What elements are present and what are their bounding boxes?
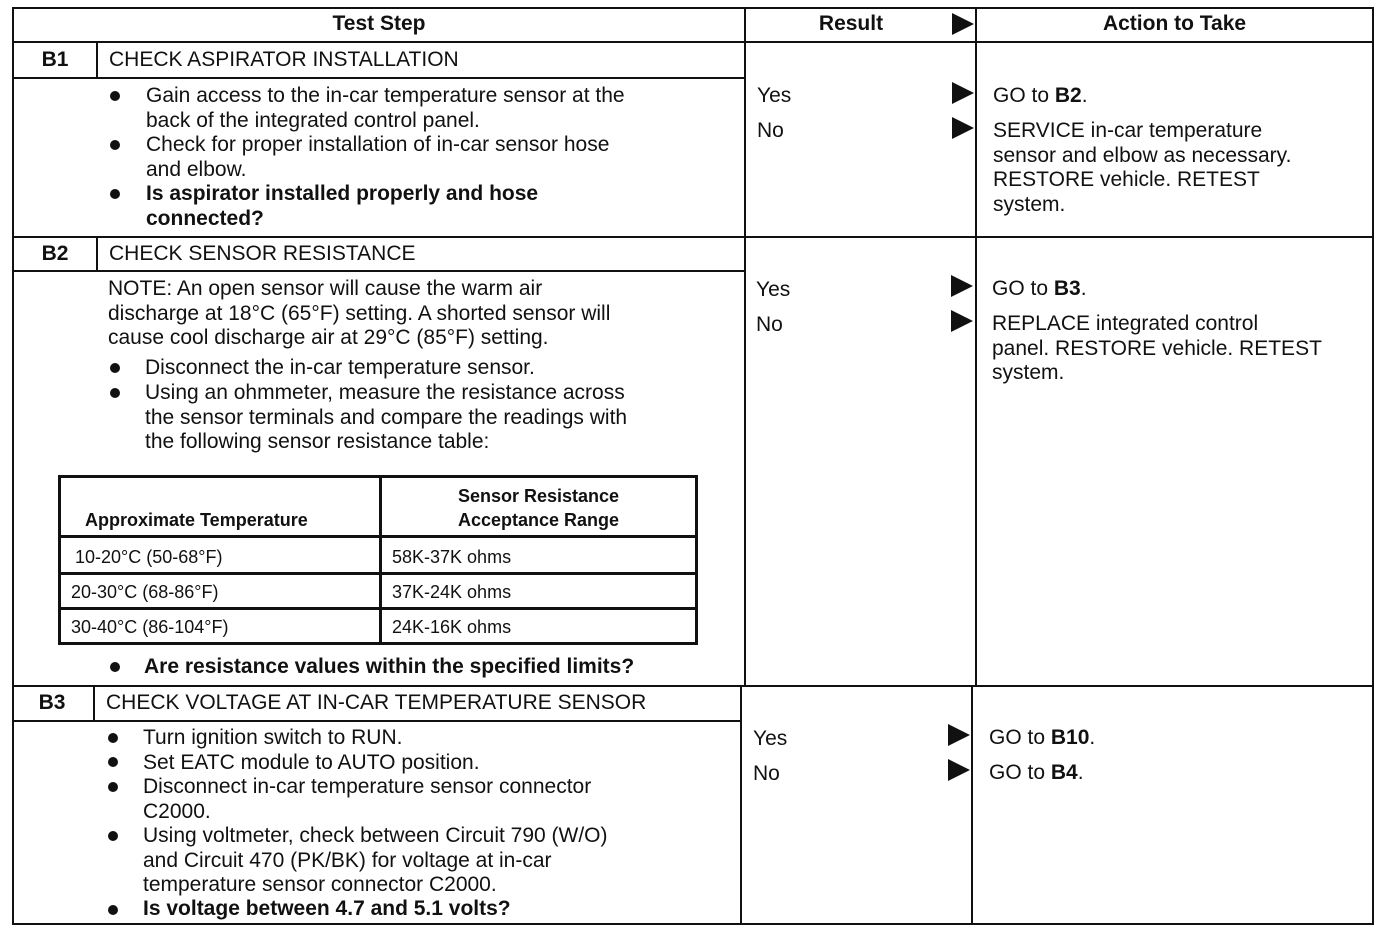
action-col-left-lower	[971, 686, 973, 924]
b1-result-no: No	[757, 119, 784, 142]
b2-note-line-1: NOTE: An open sensor will cause the warm air	[108, 277, 543, 300]
resistance-row-3-range: 24K-16K ohms	[392, 617, 512, 637]
resistance-row-1-temp: 10-20°C (50-68°F)	[75, 547, 223, 567]
header-test-step: Test Step	[332, 12, 426, 35]
resistance-table-header-divider	[61, 535, 695, 538]
b2-action-no-line-1: REPLACE integrated control	[992, 312, 1259, 335]
b2-note-line-2: discharge at 18°C (65°F) setting. A shorted sensor will	[108, 301, 611, 325]
b1-action-no-line-3: RESTORE vehicle. RETEST	[993, 168, 1260, 191]
table-border-left	[12, 7, 14, 925]
bullet-icon	[110, 91, 120, 101]
header-result: Result	[818, 12, 884, 35]
resistance-table-header-range-line-1: Sensor Resistance	[457, 486, 620, 506]
bullet-icon	[110, 662, 120, 672]
arrow-right-icon	[952, 82, 974, 104]
b2-id-divider	[96, 237, 98, 271]
step-title-b3: CHECK VOLTAGE AT IN-CAR TEMPERATURE SENSOR	[106, 691, 647, 714]
bullet-icon	[108, 757, 118, 767]
b1-bullet-1-line-1: Gain access to the in-car temperature sensor at the	[146, 84, 625, 107]
b2-bullet-1-line-1: Disconnect the in-car temperature sensor.	[145, 356, 535, 379]
b2-bullet-2-line-2: the sensor terminals and compare the readings with	[145, 405, 628, 429]
b1-bullet-2-line-1: Check for proper installation of in-car sensor hose	[146, 133, 610, 156]
bullet-icon	[110, 363, 120, 373]
b1-action-yes: GO to B2.	[993, 84, 1088, 107]
bullet-icon	[108, 782, 118, 792]
table-border-bottom	[12, 923, 1374, 925]
b1-id-divider	[96, 42, 98, 78]
b3-id-divider	[93, 686, 95, 721]
header-divider	[12, 41, 1374, 43]
b3-action-yes: GO to B10.	[989, 726, 1096, 749]
b3-bullet-2-line-1: Set EATC module to AUTO position.	[143, 750, 480, 774]
header-arrow-icon	[952, 13, 974, 35]
b1-bullet-2-line-2: and elbow.	[146, 157, 247, 181]
step-title-b1: CHECK ASPIRATOR INSTALLATION	[109, 48, 459, 71]
b2-bullet-2-line-1: Using an ohmmeter, measure the resistance across	[145, 381, 625, 404]
b3-bullet-3-line-1: Disconnect in-car temperature sensor connector	[143, 775, 592, 798]
b2-title-divider	[12, 270, 745, 272]
b1-action-no-line-2: sensor and elbow as necessary.	[993, 143, 1292, 167]
b3-action-no: GO to B4.	[989, 761, 1084, 784]
bullet-icon	[110, 140, 120, 150]
resistance-table-header-temperature: Approximate Temperature	[85, 510, 308, 530]
b3-bullet-3-line-2: C2000.	[143, 799, 211, 823]
b1-action-no-line-4: system.	[993, 192, 1066, 216]
b1-bullet-3-line-1: Is aspirator installed properly and hose	[146, 182, 539, 205]
resistance-table-header-range-line-2: Acceptance Range	[457, 510, 620, 530]
arrow-right-icon	[948, 724, 970, 746]
resistance-row-2-temp: 20-30°C (68-86°F)	[71, 582, 219, 602]
step-id-b1: B1	[41, 48, 69, 71]
step-id-b2: B2	[41, 242, 69, 265]
b2-action-no-line-2: panel. RESTORE vehicle. RETEST	[992, 336, 1322, 360]
resistance-table-row-divider	[61, 607, 695, 610]
row-divider-b2-b3	[12, 685, 1374, 687]
b2-result-no: No	[756, 313, 783, 336]
b2-action-no-line-3: system.	[992, 361, 1065, 384]
row-divider-b1-b2	[12, 236, 1374, 238]
resistance-table-row-divider	[61, 572, 695, 575]
step-id-b3: B3	[38, 691, 66, 714]
b3-question: Is voltage between 4.7 and 5.1 volts?	[143, 897, 511, 920]
b1-title-divider	[12, 77, 745, 79]
b2-bullet-2-line-3: the following sensor resistance table:	[145, 430, 490, 453]
arrow-right-icon	[952, 117, 974, 139]
bullet-icon	[108, 831, 118, 841]
arrow-right-icon	[948, 759, 970, 781]
result-col-left-upper	[744, 7, 746, 687]
b3-result-no: No	[753, 762, 780, 785]
b3-bullet-4-line-3: temperature sensor connector C2000.	[143, 873, 497, 896]
b1-result-yes: Yes	[757, 84, 792, 107]
b2-result-yes: Yes	[756, 278, 791, 301]
resistance-row-3-temp: 30-40°C (86-104°F)	[71, 617, 229, 637]
bullet-icon	[108, 905, 118, 915]
action-col-left-upper	[975, 7, 977, 687]
b3-bullet-4-line-1: Using voltmeter, check between Circuit 790 (W/O)	[143, 824, 608, 847]
b3-bullet-1-line-1: Turn ignition switch to RUN.	[143, 726, 403, 749]
b3-result-yes: Yes	[753, 727, 788, 750]
bullet-icon	[110, 388, 120, 398]
b1-action-no-line-1: SERVICE in-car temperature	[993, 119, 1263, 142]
resistance-row-1-range: 58K-37K ohms	[392, 547, 512, 567]
arrow-right-icon	[951, 275, 973, 297]
b1-bullet-3-line-2: connected?	[146, 206, 264, 230]
step-title-b2: CHECK SENSOR RESISTANCE	[109, 242, 416, 265]
b2-question: Are resistance values within the specified limits?	[144, 655, 635, 678]
arrow-right-icon	[951, 310, 973, 332]
header-action: Action to Take	[1102, 12, 1247, 35]
b2-note-line-3: cause cool discharge air at 29°C (85°F) setting.	[108, 326, 549, 349]
resistance-row-2-range: 37K-24K ohms	[392, 582, 512, 602]
b2-action-yes: GO to B3.	[992, 277, 1087, 300]
table-border-right	[1372, 7, 1374, 925]
b3-bullet-4-line-2: and Circuit 470 (PK/BK) for voltage at in-car	[143, 848, 552, 872]
sensor-resistance-table	[58, 475, 698, 645]
bullet-icon	[110, 189, 120, 199]
bullet-icon	[108, 733, 118, 743]
b1-bullet-1-line-2: back of the integrated control panel.	[146, 108, 480, 132]
b3-title-divider	[12, 720, 741, 722]
